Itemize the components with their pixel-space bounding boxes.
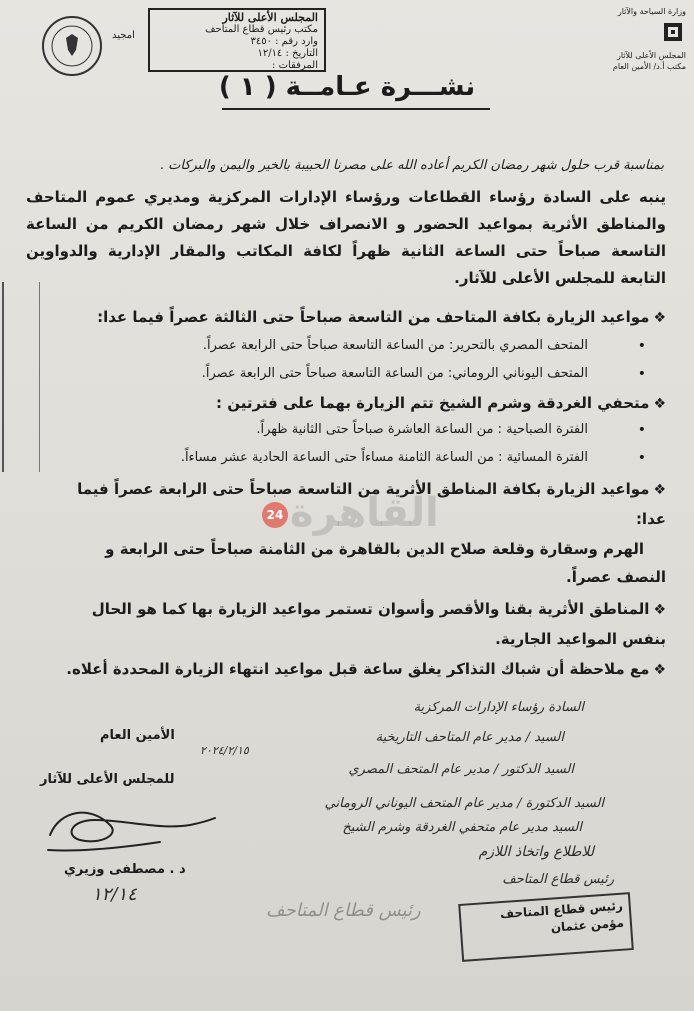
stamp-name: مؤمن عثمان — [550, 915, 625, 935]
distribution-date: ٢٠٢٤/٢/١٥ — [200, 744, 249, 757]
stamp-line-5: المرفقات : — [272, 60, 318, 71]
diamond-bullet-icon: ❖ — [653, 602, 666, 618]
ministry-name: وزارة السياحة والآثار — [617, 7, 686, 16]
stamp-side-note: امجيد — [112, 30, 135, 41]
stamp-line-4: التاريخ : ١٢/١٤ — [257, 48, 318, 59]
distribution-signoff: رئيس قطاع المتاحف — [502, 872, 614, 887]
list-item-continuation: عدا: — [635, 510, 666, 528]
sub-list-item: • المتحف المصري بالتحرير: من الساعة التاسعة صباحاً حتى الرابعة عصراً. — [48, 336, 588, 356]
watermark-logo: القاهرة — [290, 490, 439, 536]
list-item: ❖متحفي الغردقة وشرم الشيخ تتم الزيارة بهما على فترتين : — [216, 394, 666, 412]
distribution-line: السيد الدكتور / مدير عام المتحف المصري — [348, 762, 574, 777]
eagle-emblem-icon — [660, 19, 686, 45]
stamp-line-2: مكتب رئيس قطاع المتاحف — [205, 24, 318, 35]
signatory-role: الأمين العام — [100, 728, 175, 743]
intro-line: بمناسبة قرب حلول شهر رمضان الكريم أعاده الله على مصرنا الحبيبة بالخير واليمن والبركات . — [159, 158, 664, 173]
sector-head-stamp — [458, 892, 634, 962]
diamond-bullet-icon: ❖ — [653, 662, 666, 678]
list-item: ❖المناطق الأثرية بقنا والأقصر وأسوان تستمر مواعيد الزيارة بها كما هو الحال — [91, 600, 666, 618]
distribution-line: السيد / مدير عام المتاحف التاريخية — [375, 730, 564, 745]
sub-list-item: الهرم وسقارة وقلعة صلاح الدين بالقاهرة من الثامنة صباحاً حتى الرابعة و — [105, 540, 644, 558]
list-item: ❖مواعيد الزيارة بكافة المناطق الأثرية من التاسعة صباحاً حتى الرابعة عصراً فيما — [77, 480, 666, 498]
ministry-header — [596, 6, 686, 72]
list-item-continuation: بنفس المواعيد الجارية. — [495, 630, 666, 648]
diamond-bullet-icon: ❖ — [653, 396, 666, 412]
distribution-line: السيد الدكتورة / مدير عام المتحف اليوناني الروماني — [324, 796, 604, 811]
document-title: نشـــرة عـامــة ( ١ ) — [218, 72, 476, 102]
stamp-line-3: وارد رقم : ٣٤٥٠ — [250, 36, 318, 47]
distribution-instruction: للاطلاع واتخاذ اللازم — [478, 844, 594, 860]
sub-list-item-continuation: النصف عصراً. — [566, 568, 666, 586]
diamond-bullet-icon: ❖ — [653, 310, 666, 326]
diamond-bullet-icon: ❖ — [653, 482, 666, 498]
distribution-line: السادة رؤساء الإدارات المركزية — [413, 700, 584, 715]
sub-list-item: • الفترة الصباحية : من الساعة العاشرة صباحاً حتى الثانية ظهراً. — [48, 420, 588, 440]
list-item: ❖مواعيد الزيارة بكافة المتاحف من التاسعة صباحاً حتى الثالثة عصراً فيما عدا: — [97, 308, 666, 326]
sub-list-item: • المتحف اليوناني الروماني: من الساعة التاسعة صباحاً حتى الرابعة عصراً. — [48, 364, 588, 384]
ministry-seal-icon — [40, 14, 104, 78]
faint-stamp-text: رئيس قطاع المتاحف — [266, 900, 421, 921]
stamp-title: رئيس قطاع المتاحف — [499, 898, 624, 922]
distribution-line: السيد مدير عام متحفي الغردقة وشرم الشيخ — [342, 820, 582, 835]
signature-date: ١٢/١٤ — [92, 884, 137, 905]
sub-list-item: • الفترة المسائية : من الساعة الثامنة مساءاً حتى الساعة الحادية عشر مساءاً. — [48, 448, 588, 468]
signature-scribble-icon — [40, 790, 220, 860]
signatory-name: د . مصطفى وزيري — [64, 862, 186, 877]
office-name: مكتب أ.د/ الأمين العام — [612, 62, 686, 71]
signatory-council: للمجلس الأعلى للآثار — [40, 772, 175, 787]
main-paragraph: ينبه على السادة رؤساء القطاعات ورؤساء الإدارات المركزية ومديري عموم المتاحف والمناطق الأثرية بمواعيد الحضور و الانصراف خلال شهر رمضان الكريم من الساعة التاسعة صباحاً حتى الساعة الثانية ظهراً لكافة المكاتب والمقار الإدارية والدواوين التابعة للمجلس الأعلى للآثار. — [26, 188, 666, 287]
title-underline — [222, 108, 490, 110]
stamp-line-1: المجلس الأعلى للآثار — [222, 11, 318, 24]
list-item: ❖مع ملاحظة أن شباك التذاكر يغلق ساعة قبل مواعيد انتهاء الزيارة المحددة أعلاه. — [66, 660, 666, 678]
watermark-badge: 24 — [262, 502, 288, 528]
received-stamp — [148, 8, 326, 72]
council-name: المجلس الأعلى للآثار — [617, 51, 686, 60]
